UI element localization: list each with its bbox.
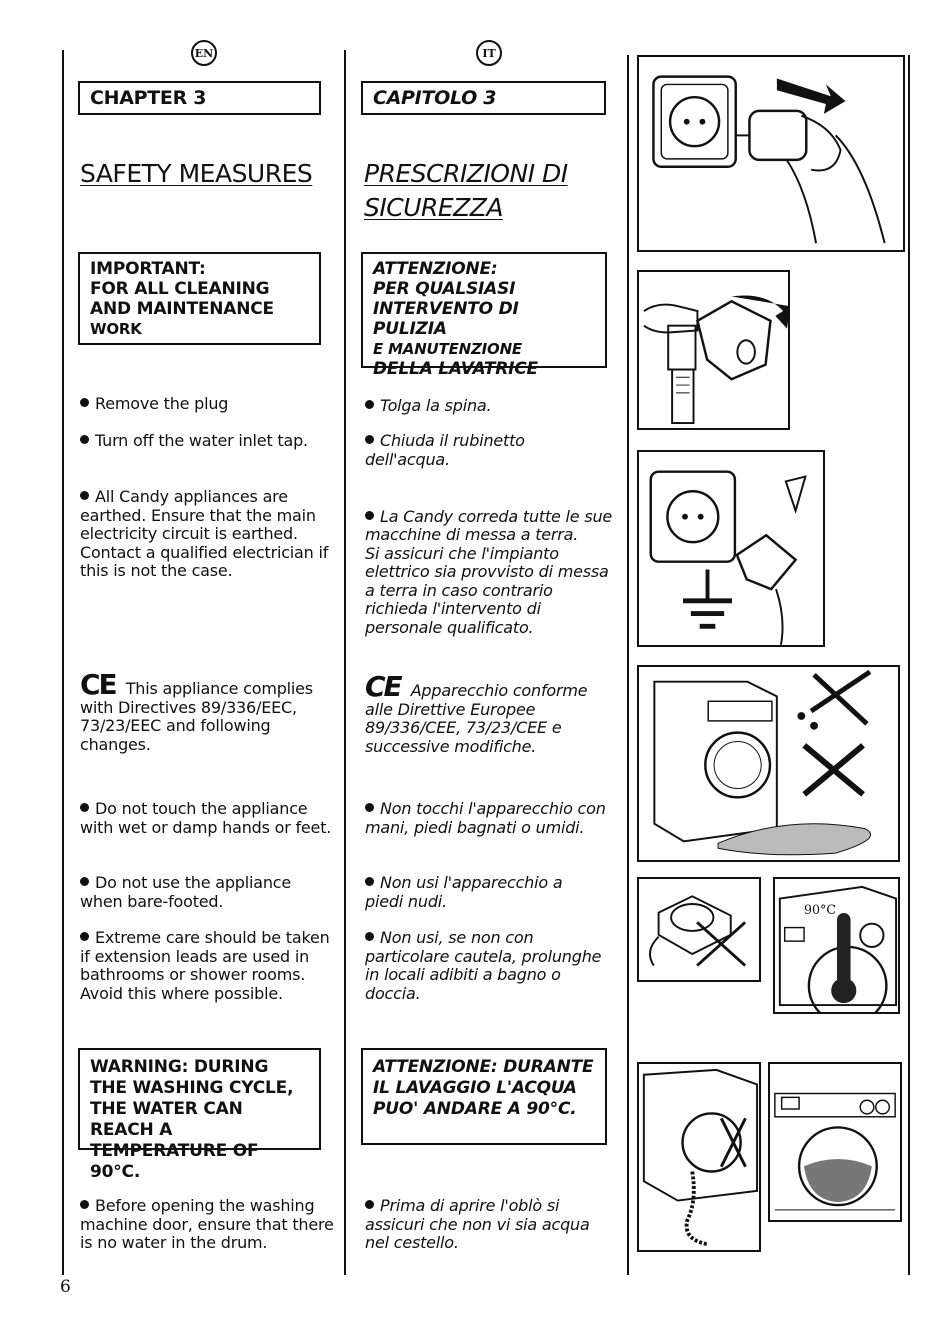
bullet-icon [80,435,89,444]
english-item-wet-hands: Do not touch the appliance with wet or damp hands or feet. [80,799,332,837]
earthed-plug-icon [639,452,823,645]
english-item-bare-footed: Do not use the appliance when bare-footed. [80,873,292,911]
drum-water-illustration [637,1062,761,1252]
unplug-plug-icon [639,57,903,250]
bullet-icon [365,932,374,941]
italian-title-line-1: PRESCRIZIONI DI [364,159,568,188]
bullet-icon [80,1200,89,1209]
water-tap-icon [639,272,788,428]
english-item-remove-plug: Remove the plug [80,395,345,414]
center-column-rule [344,50,346,1275]
bullet-icon [80,803,89,812]
attention-line-2: PER QUALSIASI [373,279,516,299]
italian-language-badge: IT [476,40,502,66]
attention-line-5: DELLA LAVATRICE [373,359,538,379]
bullet-icon [365,400,374,409]
left-margin-rule [62,50,64,1275]
bullet-icon [80,877,89,886]
illustration-column-rule [627,55,629,1275]
extension-lead-illustration [637,877,761,982]
hot-water-thermometer-icon [775,879,898,1012]
italian-item-prolunghe: Non usi, se non con particolare cautela, prolunghe in locali adibiti a bagno o doccia. [365,928,602,1003]
water-tap-illustration [637,270,790,430]
bullet-icon [365,511,374,520]
bullet-icon [365,1200,374,1209]
english-chapter-heading: CHAPTER 3 [78,81,321,115]
drum-check-illustration [768,1062,902,1222]
italian-warning-box: ATTENZIONE: DURANTE IL LAVAGGIO L'ACQUA PUO' ANDARE A 90°C. [361,1048,607,1145]
bullet-icon [365,435,374,444]
italian-title-line-2: SICUREZZA [364,193,504,222]
right-margin-rule [908,55,910,1275]
italian-attention-box [361,252,607,379]
italian-ce-statement: CE Apparecchio conforme alle Direttive Europee 89/336/CEE, 73/23/CEE e successive modifiche. [365,670,588,756]
english-important-box [78,252,321,345]
english-language-badge: EN [191,40,217,66]
important-line-1: IMPORTANT: [90,259,206,279]
english-item-extension-leads: Extreme care should be taken if extension leads are used in bathrooms or shower rooms. Avoid this where possible. [80,928,330,1003]
english-section-title: SAFETY MEASURES [80,159,313,188]
bullet-icon [80,398,89,407]
english-warning-box: WARNING: DURING THE WASHING CYCLE, THE WATER CAN REACH A TEMPERATURE OF 90°C. [78,1048,321,1150]
earthing-illustration [637,450,825,647]
italian-item-messa-a-terra: La Candy corredа tutte le sue macchine di messa a terra. Si assicuri che l'impianto elettrico sia provvisto di messa a terra in caso contrario richieda l'intervento di personale qualificato. [365,506,613,637]
italian-chapter-heading: CAPITOLO 3 [361,81,606,115]
attention-line-3: INTERVENTO DI PULIZIA [373,299,519,339]
machine-door-water-icon [639,1064,759,1250]
italian-item-mani-bagnate: Non tocchi l'apparecchio con mani, piedi bagnati o umidi. [365,799,606,837]
extension-reel-icon [639,879,759,980]
wet-hands-feet-illustration [637,665,900,862]
english-item-earthed: All Candy appliances are earthed. Ensure that the main electricity circuit is earthed. Contact a qualified electrician if this is not the case. [80,487,329,580]
washing-drum-icon [770,1064,900,1220]
english-ce-statement: CE This appliance complies with Directives 89/336/EEC, 73/23/EEC and following changes. [80,668,313,754]
washing-machine-wet-feet-icon [639,667,898,860]
bullet-icon [365,877,374,886]
important-line-4: WORK [90,320,142,338]
english-item-door-water: Before opening the washing machine door, ensure that there is no water in the drum. [80,1196,334,1252]
important-line-3: AND MAINTENANCE [90,299,274,319]
italian-section-title [364,157,568,225]
italian-item-piedi-nudi: Non usi l'apparecchio a piedi nudi. [365,873,563,911]
italian-item-spina: Tolga la spina. [365,397,630,416]
italian-item-rubinetto: Chiuda il rubinetto dell'acqua. [365,431,525,469]
bullet-icon [80,932,89,941]
attention-line-1: ATTENZIONE: [373,259,498,279]
italian-item-oblo: Prima di aprire l'oblò si assicuri che non vi sia acqua nel cestello. [365,1196,590,1252]
attention-line-4: E MANUTENZIONE [373,340,522,358]
ce-mark-icon: CE [80,668,116,701]
temperature-illustration [773,877,900,1014]
bullet-icon [80,491,89,500]
temperature-label: 90°C [804,902,836,918]
important-line-2: FOR ALL CLEANING [90,279,270,299]
page-number: 6 [60,1277,71,1297]
english-item-water-tap: Turn off the water inlet tap. [80,432,345,451]
bullet-icon [365,803,374,812]
unplug-illustration [637,55,905,252]
ce-mark-icon: CE [365,670,401,703]
